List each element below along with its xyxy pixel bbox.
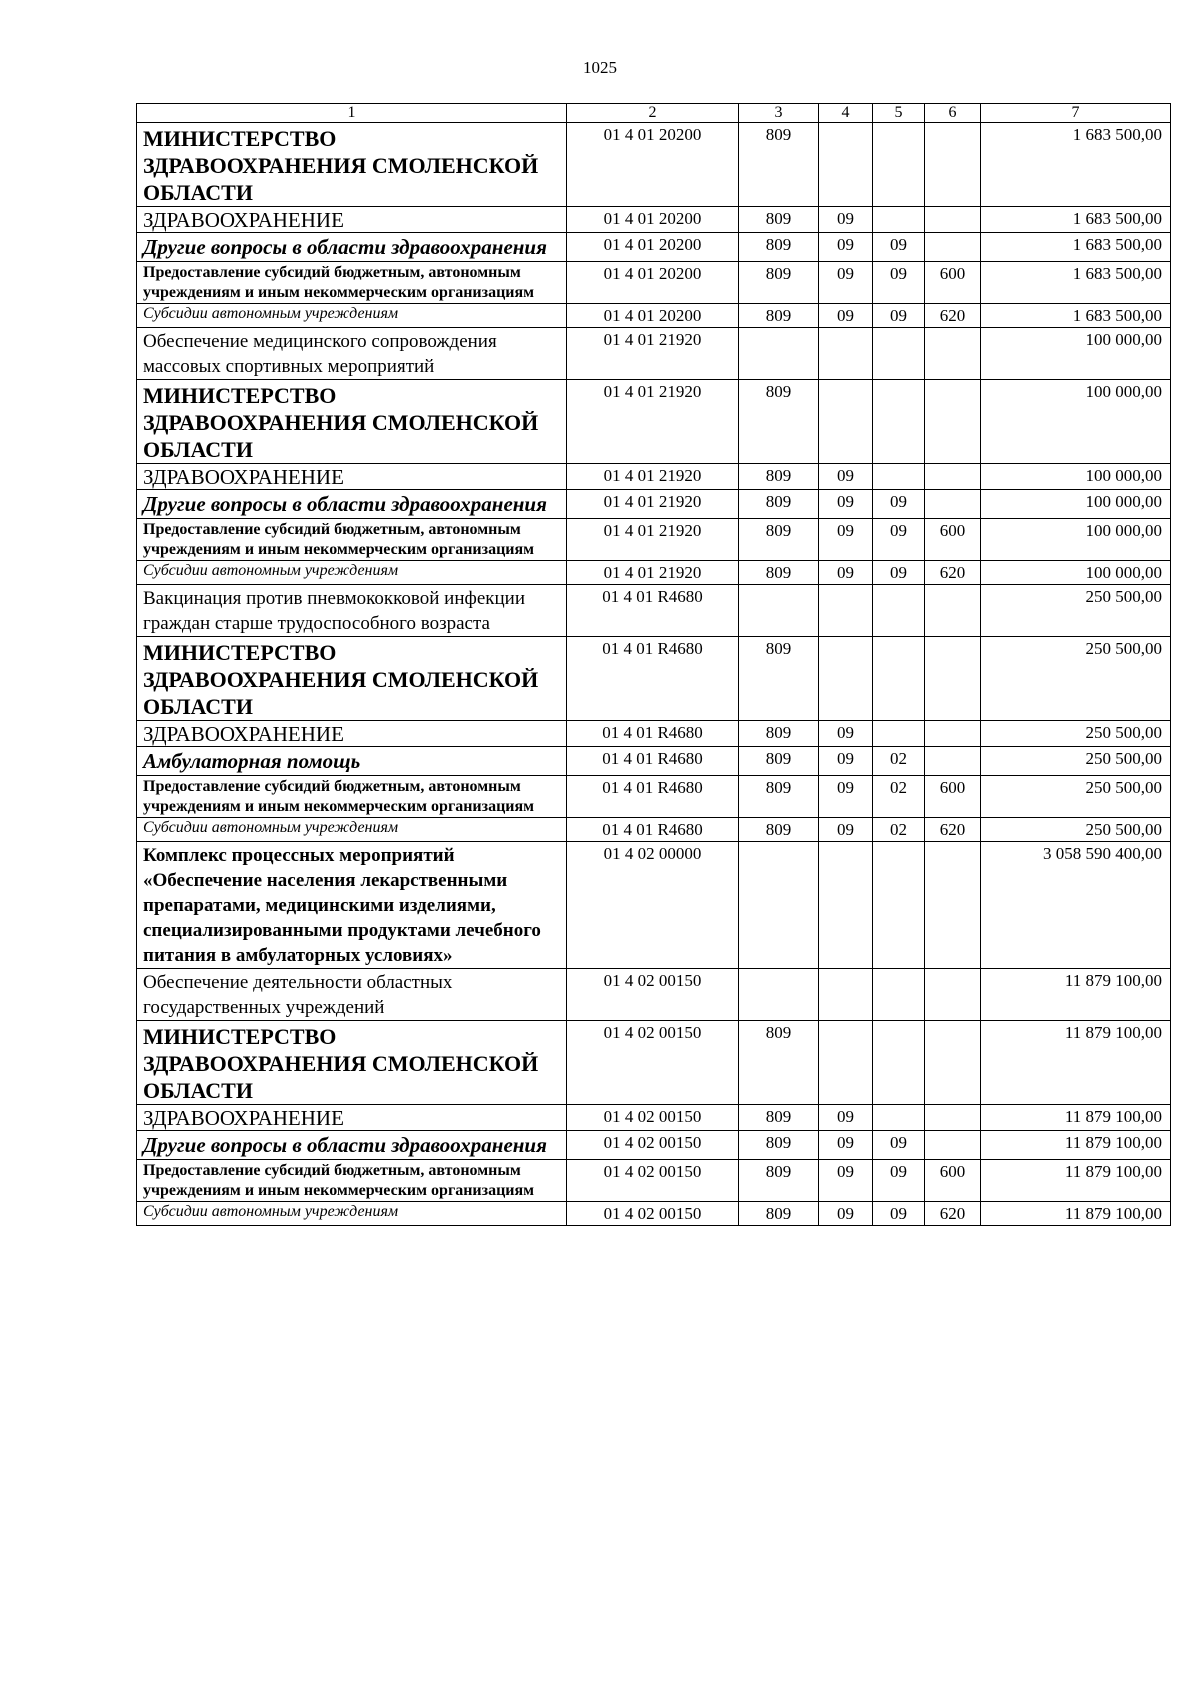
- ministry-code-cell: [739, 328, 819, 380]
- amount-cell: 1 683 500,00: [981, 304, 1171, 328]
- subsection-code-cell: [873, 1105, 925, 1131]
- target-article-code-cell: 01 4 01 R4680: [567, 585, 739, 637]
- amount-cell: 250 500,00: [981, 637, 1171, 721]
- row-name-cell: Другие вопросы в области здравоохранения: [137, 1131, 567, 1160]
- amount-cell: 11 879 100,00: [981, 969, 1171, 1021]
- table-row: [137, 1131, 1171, 1160]
- section-code-cell: [819, 1021, 873, 1105]
- amount-cell: 100 000,00: [981, 519, 1171, 561]
- amount-cell: 1 683 500,00: [981, 233, 1171, 262]
- expense-type-code-cell: [925, 123, 981, 207]
- expense-type-code-cell: [925, 637, 981, 721]
- row-name-cell: Предоставление субсидий бюджетным, автономным учреждениям и иным некоммерческим организациям: [137, 776, 567, 818]
- table-row: [137, 1160, 1171, 1202]
- subsection-code-cell: 09: [873, 490, 925, 519]
- section-code-cell: [819, 380, 873, 464]
- row-name-cell: МИНИСТЕРСТВО ЗДРАВООХРАНЕНИЯ СМОЛЕНСКОЙ ОБЛАСТИ: [137, 637, 567, 721]
- row-name-cell: Другие вопросы в области здравоохранения: [137, 233, 567, 262]
- subsection-code-cell: 09: [873, 561, 925, 585]
- section-code-cell: 09: [819, 464, 873, 490]
- ministry-code-cell: 809: [739, 818, 819, 842]
- amount-cell: 250 500,00: [981, 585, 1171, 637]
- target-article-code-cell: 01 4 01 21920: [567, 328, 739, 380]
- amount-cell: 11 879 100,00: [981, 1021, 1171, 1105]
- section-code-cell: 09: [819, 1131, 873, 1160]
- section-code-cell: 09: [819, 262, 873, 304]
- section-code-cell: 09: [819, 747, 873, 776]
- expense-type-code-cell: 600: [925, 519, 981, 561]
- subsection-code-cell: [873, 1021, 925, 1105]
- row-name-cell: МИНИСТЕРСТВО ЗДРАВООХРАНЕНИЯ СМОЛЕНСКОЙ ОБЛАСТИ: [137, 123, 567, 207]
- ministry-code-cell: 809: [739, 1160, 819, 1202]
- section-code-cell: [819, 969, 873, 1021]
- expense-type-code-cell: 620: [925, 1202, 981, 1226]
- row-name-cell: Субсидии автономным учреждениям: [137, 561, 567, 585]
- table-row: [137, 304, 1171, 328]
- amount-cell: 250 500,00: [981, 721, 1171, 747]
- expense-type-code-cell: 600: [925, 262, 981, 304]
- amount-cell: 1 683 500,00: [981, 262, 1171, 304]
- ministry-code-cell: 809: [739, 304, 819, 328]
- table-row: [137, 721, 1171, 747]
- expense-type-code-cell: 600: [925, 776, 981, 818]
- amount-cell: 1 683 500,00: [981, 123, 1171, 207]
- table-row: [137, 842, 1171, 969]
- target-article-code-cell: 01 4 01 R4680: [567, 721, 739, 747]
- expense-type-code-cell: [925, 1105, 981, 1131]
- row-name-cell: Вакцинация против пневмококковой инфекции граждан старше трудоспособного возраста: [137, 585, 567, 637]
- ministry-code-cell: [739, 585, 819, 637]
- expense-type-code-cell: [925, 585, 981, 637]
- ministry-code-cell: 809: [739, 1202, 819, 1226]
- amount-cell: 11 879 100,00: [981, 1160, 1171, 1202]
- section-code-cell: [819, 637, 873, 721]
- row-name-cell: Обеспечение деятельности областных государственных учреждений: [137, 969, 567, 1021]
- ministry-code-cell: 809: [739, 721, 819, 747]
- row-name-cell: Предоставление субсидий бюджетным, автономным учреждениям и иным некоммерческим организациям: [137, 519, 567, 561]
- subsection-code-cell: [873, 721, 925, 747]
- amount-cell: 100 000,00: [981, 380, 1171, 464]
- table-row: [137, 262, 1171, 304]
- target-article-code-cell: 01 4 01 20200: [567, 304, 739, 328]
- target-article-code-cell: 01 4 02 00150: [567, 1202, 739, 1226]
- table-row: [137, 380, 1171, 464]
- subsection-code-cell: 02: [873, 747, 925, 776]
- row-name-cell: Субсидии автономным учреждениям: [137, 818, 567, 842]
- expense-type-code-cell: [925, 842, 981, 969]
- section-code-cell: [819, 585, 873, 637]
- section-code-cell: [819, 123, 873, 207]
- row-name-cell: Предоставление субсидий бюджетным, автономным учреждениям и иным некоммерческим организациям: [137, 262, 567, 304]
- section-code-cell: [819, 842, 873, 969]
- target-article-code-cell: 01 4 01 20200: [567, 262, 739, 304]
- subsection-code-cell: 09: [873, 233, 925, 262]
- row-name-cell: Обеспечение медицинского сопровождения массовых спортивных мероприятий: [137, 328, 567, 380]
- table-row: [137, 519, 1171, 561]
- ministry-code-cell: 809: [739, 561, 819, 585]
- column-header: 3: [739, 104, 819, 123]
- table-row: [137, 1105, 1171, 1131]
- target-article-code-cell: 01 4 01 21920: [567, 561, 739, 585]
- expense-type-code-cell: 620: [925, 561, 981, 585]
- row-name-cell: ЗДРАВООХРАНЕНИЕ: [137, 721, 567, 747]
- ministry-code-cell: [739, 969, 819, 1021]
- ministry-code-cell: 809: [739, 123, 819, 207]
- target-article-code-cell: 01 4 02 00150: [567, 1131, 739, 1160]
- row-name-cell: Субсидии автономным учреждениям: [137, 1202, 567, 1226]
- table-row: [137, 1021, 1171, 1105]
- section-code-cell: 09: [819, 1160, 873, 1202]
- table-row: [137, 776, 1171, 818]
- section-code-cell: 09: [819, 304, 873, 328]
- table-row: [137, 747, 1171, 776]
- subsection-code-cell: 02: [873, 776, 925, 818]
- subsection-code-cell: [873, 637, 925, 721]
- expense-type-code-cell: 620: [925, 304, 981, 328]
- target-article-code-cell: 01 4 02 00150: [567, 969, 739, 1021]
- subsection-code-cell: [873, 123, 925, 207]
- amount-cell: 11 879 100,00: [981, 1105, 1171, 1131]
- section-code-cell: 09: [819, 519, 873, 561]
- table-row: [137, 561, 1171, 585]
- expense-type-code-cell: [925, 747, 981, 776]
- table-row: [137, 585, 1171, 637]
- row-name-cell: Субсидии автономным учреждениям: [137, 304, 567, 328]
- subsection-code-cell: [873, 380, 925, 464]
- amount-cell: 11 879 100,00: [981, 1131, 1171, 1160]
- amount-cell: 250 500,00: [981, 747, 1171, 776]
- subsection-code-cell: 09: [873, 519, 925, 561]
- section-code-cell: 09: [819, 721, 873, 747]
- target-article-code-cell: 01 4 01 R4680: [567, 637, 739, 721]
- table-row: [137, 207, 1171, 233]
- target-article-code-cell: 01 4 01 21920: [567, 519, 739, 561]
- table-row: [137, 969, 1171, 1021]
- row-name-cell: Амбулаторная помощь: [137, 747, 567, 776]
- expense-type-code-cell: [925, 490, 981, 519]
- section-code-cell: [819, 328, 873, 380]
- ministry-code-cell: 809: [739, 380, 819, 464]
- amount-cell: 100 000,00: [981, 561, 1171, 585]
- amount-cell: 100 000,00: [981, 464, 1171, 490]
- target-article-code-cell: 01 4 01 21920: [567, 490, 739, 519]
- target-article-code-cell: 01 4 01 R4680: [567, 776, 739, 818]
- amount-cell: 3 058 590 400,00: [981, 842, 1171, 969]
- row-name-cell: МИНИСТЕРСТВО ЗДРАВООХРАНЕНИЯ СМОЛЕНСКОЙ ОБЛАСТИ: [137, 380, 567, 464]
- target-article-code-cell: 01 4 01 R4680: [567, 818, 739, 842]
- ministry-code-cell: 809: [739, 776, 819, 818]
- subsection-code-cell: 09: [873, 1160, 925, 1202]
- expense-type-code-cell: [925, 969, 981, 1021]
- section-code-cell: 09: [819, 1105, 873, 1131]
- table-row: [137, 464, 1171, 490]
- expense-type-code-cell: [925, 1021, 981, 1105]
- expense-type-code-cell: 620: [925, 818, 981, 842]
- column-header: 2: [567, 104, 739, 123]
- amount-cell: 250 500,00: [981, 776, 1171, 818]
- amount-cell: 100 000,00: [981, 490, 1171, 519]
- column-header: 1: [137, 104, 567, 123]
- amount-cell: 11 879 100,00: [981, 1202, 1171, 1226]
- ministry-code-cell: [739, 842, 819, 969]
- page-number: 1025: [583, 58, 617, 77]
- ministry-code-cell: 809: [739, 262, 819, 304]
- target-article-code-cell: 01 4 02 00150: [567, 1160, 739, 1202]
- column-header: 6: [925, 104, 981, 123]
- subsection-code-cell: 09: [873, 262, 925, 304]
- subsection-code-cell: [873, 969, 925, 1021]
- subsection-code-cell: 09: [873, 1202, 925, 1226]
- ministry-code-cell: 809: [739, 207, 819, 233]
- ministry-code-cell: 809: [739, 637, 819, 721]
- subsection-code-cell: 02: [873, 818, 925, 842]
- table-row: [137, 637, 1171, 721]
- expense-type-code-cell: [925, 207, 981, 233]
- subsection-code-cell: [873, 842, 925, 969]
- section-code-cell: 09: [819, 818, 873, 842]
- expense-type-code-cell: [925, 464, 981, 490]
- table-row: [137, 1202, 1171, 1226]
- target-article-code-cell: 01 4 01 20200: [567, 123, 739, 207]
- expense-type-code-cell: 600: [925, 1160, 981, 1202]
- ministry-code-cell: 809: [739, 747, 819, 776]
- target-article-code-cell: 01 4 01 R4680: [567, 747, 739, 776]
- section-code-cell: 09: [819, 561, 873, 585]
- ministry-code-cell: 809: [739, 519, 819, 561]
- expense-type-code-cell: [925, 233, 981, 262]
- ministry-code-cell: 809: [739, 464, 819, 490]
- section-code-cell: 09: [819, 776, 873, 818]
- row-name-cell: ЗДРАВООХРАНЕНИЕ: [137, 464, 567, 490]
- row-name-cell: Другие вопросы в области здравоохранения: [137, 490, 567, 519]
- row-name-cell: ЗДРАВООХРАНЕНИЕ: [137, 207, 567, 233]
- subsection-code-cell: [873, 328, 925, 380]
- row-name-cell: МИНИСТЕРСТВО ЗДРАВООХРАНЕНИЯ СМОЛЕНСКОЙ ОБЛАСТИ: [137, 1021, 567, 1105]
- ministry-code-cell: 809: [739, 1021, 819, 1105]
- target-article-code-cell: 01 4 02 00000: [567, 842, 739, 969]
- expense-type-code-cell: [925, 380, 981, 464]
- ministry-code-cell: 809: [739, 1105, 819, 1131]
- subsection-code-cell: 09: [873, 1131, 925, 1160]
- table-row: [137, 123, 1171, 207]
- subsection-code-cell: 09: [873, 304, 925, 328]
- amount-cell: 250 500,00: [981, 818, 1171, 842]
- ministry-code-cell: 809: [739, 1131, 819, 1160]
- target-article-code-cell: 01 4 01 21920: [567, 464, 739, 490]
- column-header: 4: [819, 104, 873, 123]
- expense-type-code-cell: [925, 1131, 981, 1160]
- target-article-code-cell: 01 4 01 20200: [567, 207, 739, 233]
- target-article-code-cell: 01 4 02 00150: [567, 1105, 739, 1131]
- section-code-cell: 09: [819, 233, 873, 262]
- section-code-cell: 09: [819, 490, 873, 519]
- expense-type-code-cell: [925, 328, 981, 380]
- row-name-cell: ЗДРАВООХРАНЕНИЕ: [137, 1105, 567, 1131]
- column-header: 5: [873, 104, 925, 123]
- table-row: [137, 818, 1171, 842]
- table-row: [137, 490, 1171, 519]
- amount-cell: 100 000,00: [981, 328, 1171, 380]
- ministry-code-cell: 809: [739, 490, 819, 519]
- expense-type-code-cell: [925, 721, 981, 747]
- target-article-code-cell: 01 4 01 21920: [567, 380, 739, 464]
- subsection-code-cell: [873, 585, 925, 637]
- target-article-code-cell: 01 4 02 00150: [567, 1021, 739, 1105]
- row-name-cell: Комплекс процессных мероприятий «Обеспечение населения лекарственными препаратами, медицинскими изделиями, специализированными продуктами лечебного питания в амбулаторных условиях»: [137, 842, 567, 969]
- table-header-row: [137, 104, 1171, 123]
- table-row: [137, 328, 1171, 380]
- table-body: [137, 104, 1171, 1226]
- column-header: 7: [981, 104, 1171, 123]
- budget-table: [136, 103, 1171, 1226]
- ministry-code-cell: 809: [739, 233, 819, 262]
- section-code-cell: 09: [819, 1202, 873, 1226]
- section-code-cell: 09: [819, 207, 873, 233]
- target-article-code-cell: 01 4 01 20200: [567, 233, 739, 262]
- subsection-code-cell: [873, 464, 925, 490]
- row-name-cell: Предоставление субсидий бюджетным, автономным учреждениям и иным некоммерческим организациям: [137, 1160, 567, 1202]
- table-row: [137, 233, 1171, 262]
- subsection-code-cell: [873, 207, 925, 233]
- amount-cell: 1 683 500,00: [981, 207, 1171, 233]
